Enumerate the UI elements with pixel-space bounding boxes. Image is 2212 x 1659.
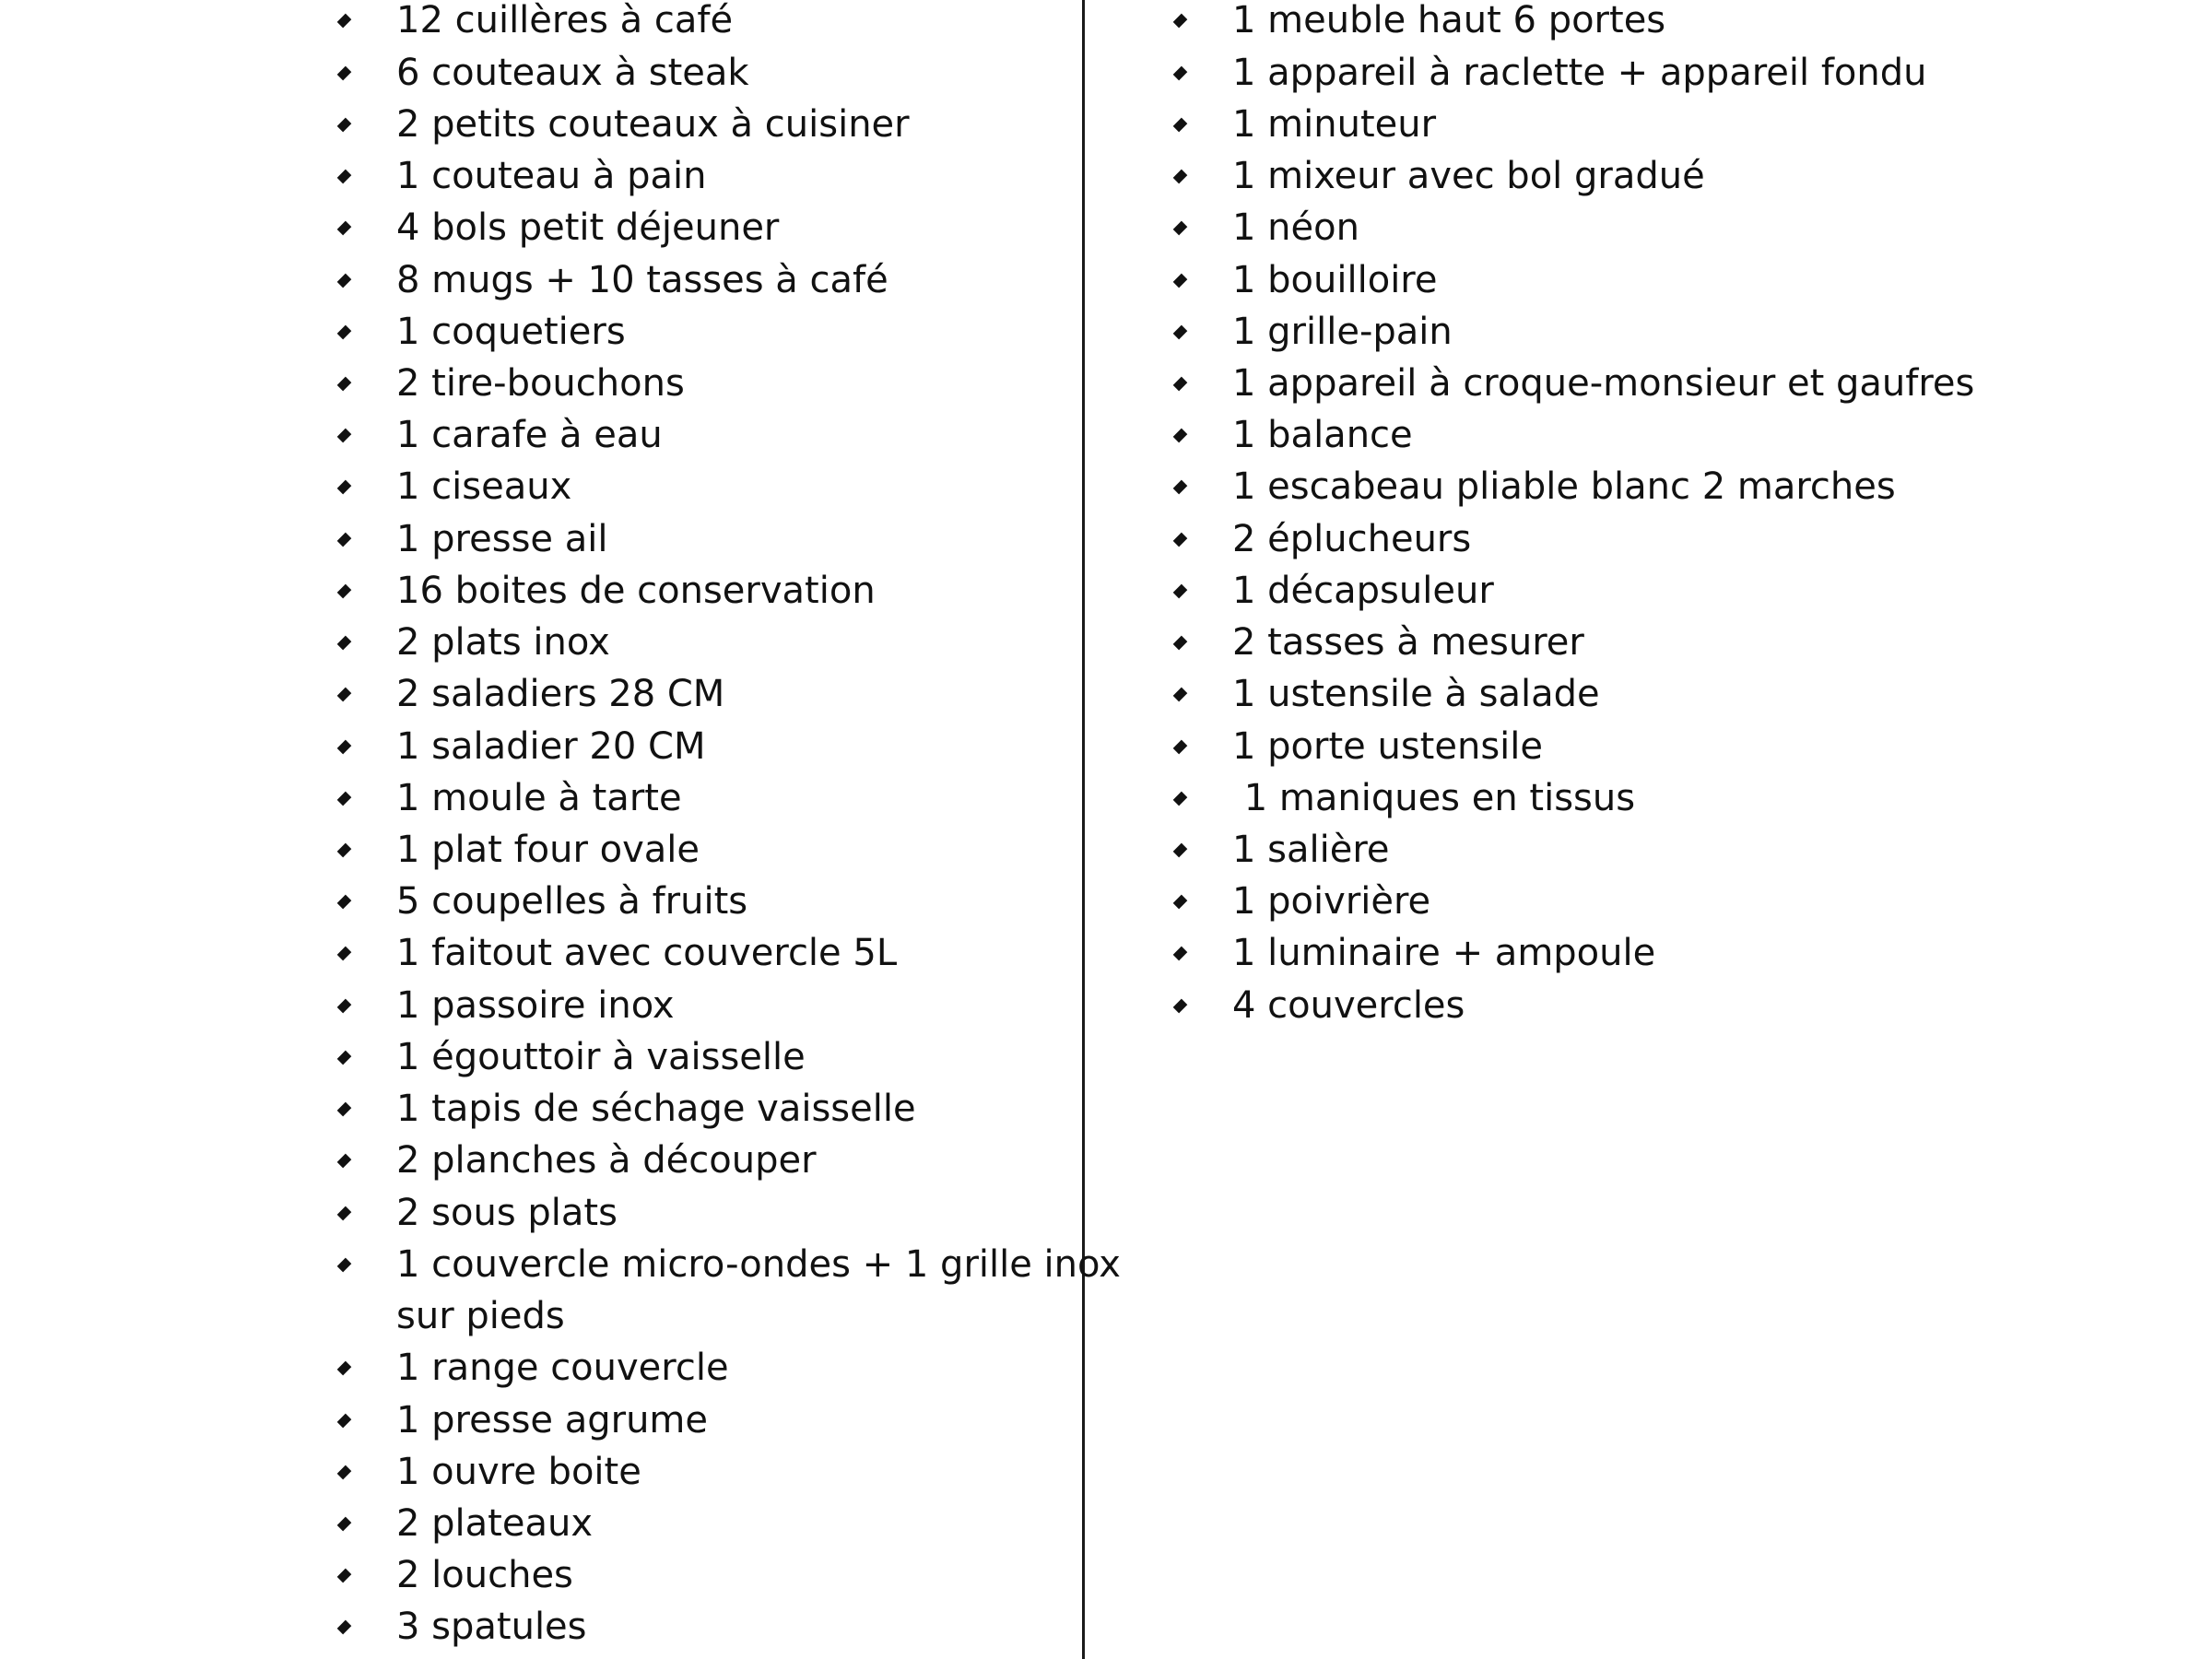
diamond-bullet-icon <box>335 1498 353 1549</box>
diamond-bullet-icon <box>335 1394 353 1446</box>
diamond-bullet-icon <box>1171 409 1189 461</box>
diamond-bullet-icon <box>335 1187 353 1239</box>
diamond-bullet-icon <box>1171 980 1189 1031</box>
diamond-bullet-icon <box>335 1601 353 1653</box>
diamond-bullet-icon <box>335 565 353 617</box>
diamond-bullet-icon <box>335 409 353 461</box>
column-divider <box>1082 0 1085 1659</box>
diamond-bullet-icon <box>335 1135 353 1186</box>
diamond-bullet-icon <box>1171 358 1189 409</box>
diamond-bullet-icon <box>335 721 353 772</box>
diamond-bullet-icon <box>335 358 353 409</box>
diamond-bullet-icon <box>335 824 353 876</box>
diamond-bullet-icon <box>335 1083 353 1135</box>
diamond-bullet-icon <box>335 668 353 720</box>
diamond-bullet-icon <box>1171 772 1189 824</box>
diamond-bullet-icon <box>1171 513 1189 565</box>
diamond-bullet-icon <box>1171 99 1189 150</box>
diamond-bullet-icon <box>335 1549 353 1601</box>
diamond-bullet-icon <box>1171 565 1189 617</box>
diamond-bullet-icon <box>1171 824 1189 876</box>
diamond-bullet-icon <box>335 1446 353 1498</box>
diamond-bullet-icon <box>335 876 353 927</box>
diamond-bullet-icon <box>1171 461 1189 512</box>
diamond-bullet-icon <box>335 1342 353 1394</box>
diamond-bullet-icon <box>335 980 353 1031</box>
diamond-bullet-icon <box>335 99 353 150</box>
diamond-bullet-icon <box>1171 202 1189 253</box>
diamond-bullet-icon <box>335 202 353 253</box>
diamond-bullet-icon <box>335 0 353 46</box>
diamond-bullet-icon <box>335 617 353 668</box>
diamond-bullet-icon <box>335 1031 353 1083</box>
diamond-bullet-icon <box>1171 927 1189 979</box>
diamond-bullet-icon <box>1171 0 1189 46</box>
diamond-bullet-icon <box>335 47 353 99</box>
diamond-bullet-icon <box>1171 876 1189 927</box>
diamond-bullet-icon <box>1171 47 1189 99</box>
diamond-bullet-icon <box>1171 150 1189 202</box>
diamond-bullet-icon <box>1171 668 1189 720</box>
diamond-bullet-icon <box>1171 254 1189 306</box>
diamond-bullet-icon <box>1171 721 1189 772</box>
diamond-bullet-icon <box>335 306 353 358</box>
inventory-page: 12 cuillères à café 6 couteaux à steak 2 petits couteaux à cuisiner 1 couteau à pain 4 bols petit déjeuner 8 mugs + 10 tasses à café 1 coquetiers 2 tire-bouchons 1 carafe à eau 1 ciseaux 1 presse ail 16 boites de conservation 2 plats inox 2 saladiers 28 CM 1 saladier 20 CM 1 moule à tarte 1 plat four ovale 5 coupelles à fruits 1 faitout avec couvercle 5L 1 passoire inox 1 égouttoir à vaisselle 1 tapis de séchage vaisselle 2 planches à découper 2 sous plats 1 couvercle micro-ondes + 1 grille inox sur pieds 1 range couvercle 1 presse agrume 1 ouvre boite 2 plateaux 2 louches 3 spatules 1 meuble haut 6 portes 1 appareil à raclette + appareil fondu 1 minuteur 1 mixeur avec bol gradué 1 néon 1 bouilloire 1 grille-pain 1 appareil à croque-monsieur et gaufres 1 balance 1 escabeau pliable blanc 2 marches 2 éplucheurs 1 décapsuleur 2 tasses à mesurer 1 ustensile à salade 1 porte ustensile 1 maniques en tissus 1 salière 1 poivrière 1 luminaire + ampoule 4 couvercles <box>0 0 2212 1659</box>
diamond-bullet-icon <box>335 461 353 512</box>
diamond-bullet-icon <box>335 513 353 565</box>
diamond-bullet-icon <box>335 772 353 824</box>
diamond-bullet-icon <box>1171 306 1189 358</box>
diamond-bullet-icon <box>335 254 353 306</box>
diamond-bullet-icon <box>335 927 353 979</box>
diamond-bullet-icon <box>1171 617 1189 668</box>
diamond-bullet-icon <box>335 150 353 202</box>
diamond-bullet-icon <box>335 1239 353 1290</box>
